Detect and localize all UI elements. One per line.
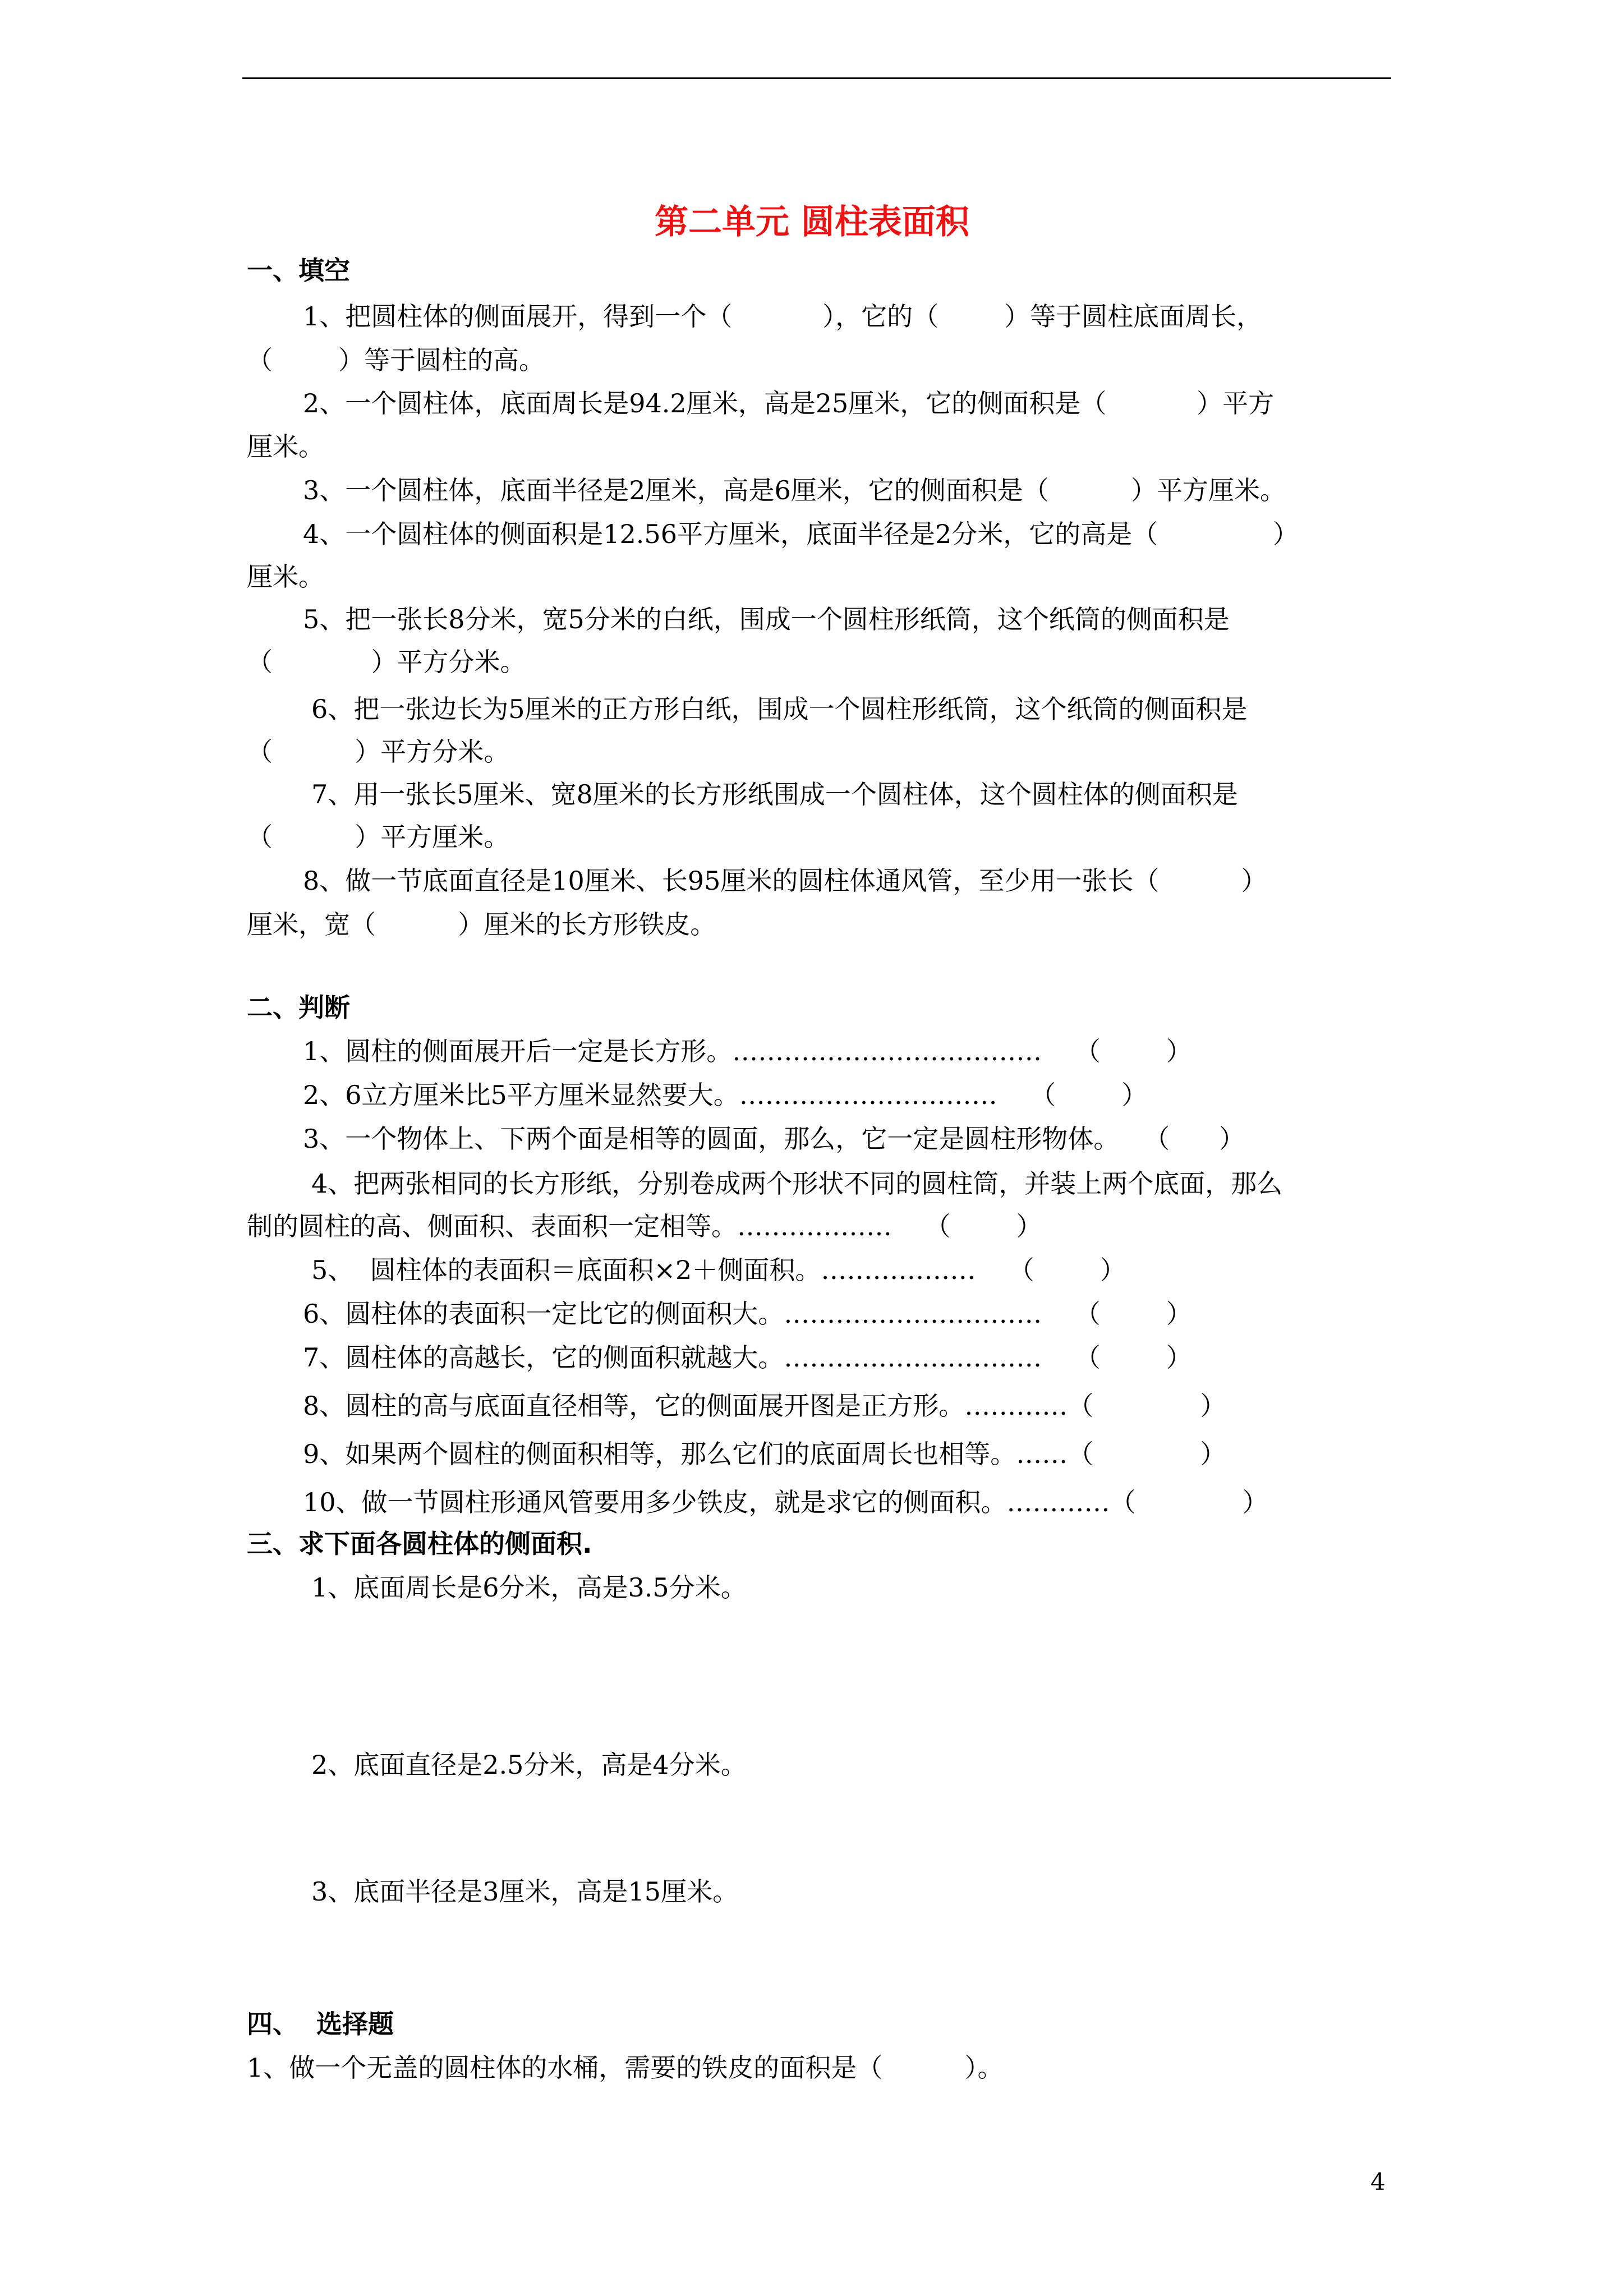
question-2-line-1: 2、一个圆柱体，底面周长是94.2厘米，高是25厘米，它的侧面积是（ ）平方 (303, 388, 1275, 418)
question-7-line-1: 7、用一张长5厘米、宽8厘米的长方形纸围成一个圆柱体，这个圆柱体的侧面积是 (311, 779, 1238, 809)
question-2-line-2: 厘米。 (247, 431, 324, 462)
judgement-8: 8、圆柱的高与底面直径相等，它的侧面展开图是正方形。…………（ ） (303, 1391, 1226, 1421)
judgement-3: 3、一个物体上、下两个面是相等的圆面，那么，它一定是圆柱形物体。 （ ） (303, 1124, 1245, 1154)
question-4-line-2: 厘米。 (247, 562, 324, 592)
judgement-6: 6、圆柱体的表面积一定比它的侧面积大。………………………… （ ） (303, 1299, 1192, 1329)
question-1-line-1: 1、把圆柱体的侧面展开，得到一个（ ），它的（ ）等于圆柱底面周长， (303, 301, 1263, 332)
judgement-5: 5、 圆柱体的表面积＝底面积×2＋侧面积。……………… （ ） (311, 1255, 1126, 1285)
section-heading-true-false: 二、判断 (247, 992, 350, 1023)
question-6-line-2: （ ）平方分米。 (247, 737, 510, 767)
question-4-line-1: 4、一个圆柱体的侧面积是12.56平方厘米，底面半径是2分米，它的高是（ ） (303, 519, 1299, 549)
question-5-line-1: 5、把一张长8分米，宽5分米的白纸，围成一个圆柱形纸筒，这个纸筒的侧面积是 (303, 604, 1230, 634)
calculation-2: 2、底面直径是2.5分米，高是4分米。 (311, 1750, 747, 1780)
judgement-1: 1、圆柱的侧面展开后一定是长方形。……………………………… （ ） (303, 1036, 1192, 1066)
section-heading-fill-blank: 一、填空 (247, 255, 350, 286)
question-7-line-2: （ ）平方厘米。 (247, 822, 510, 852)
page-title: 第二单元 圆柱表面积 (655, 203, 969, 242)
section-heading-calculate: 三、求下面各圆柱体的侧面积. (247, 1529, 592, 1559)
question-3: 3、一个圆柱体，底面半径是2厘米，高是6厘米，它的侧面积是（ ）平方厘米。 (303, 475, 1286, 505)
calculation-1: 1、底面周长是6分米，高是3.5分米。 (311, 1572, 747, 1603)
question-8-line-2: 厘米，宽（ ）厘米的长方形铁皮。 (247, 909, 716, 940)
judgement-7: 7、圆柱体的高越长，它的侧面积就越大。………………………… （ ） (303, 1342, 1192, 1373)
judgement-4-line-1: 4、把两张相同的长方形纸，分别卷成两个形状不同的圆柱筒，并装上两个底面，那么 (311, 1168, 1283, 1199)
page-number: 4 (1370, 2168, 1386, 2196)
choice-question-1: 1、做一个无盖的圆柱体的水桶，需要的铁皮的面积是（ ）。 (247, 2053, 1004, 2083)
calculation-3: 3、底面半径是3厘米，高是15厘米。 (311, 1876, 739, 1907)
question-6-line-1: 6、把一张边长为5厘米的正方形白纸，围成一个圆柱形纸筒，这个纸筒的侧面积是 (311, 694, 1248, 724)
question-5-line-2: （ ）平方分米。 (247, 647, 526, 677)
judgement-9: 9、如果两个圆柱的侧面积相等，那么它们的底面周长也相等。……（ ） (303, 1439, 1226, 1469)
judgement-2: 2、6立方厘米比5平方厘米显然要大。………………………… （ ） (303, 1080, 1148, 1110)
judgement-4-line-2: 制的圆柱的高、侧面积、表面积一定相等。……………… （ ） (247, 1211, 1042, 1241)
header-rule (242, 77, 1391, 79)
judgement-10: 10、做一节圆柱形通风管要用多少铁皮，就是求它的侧面积。…………（ ） (303, 1487, 1268, 1517)
section-heading-multiple-choice: 四、 选择题 (247, 2009, 394, 2039)
question-1-line-2: （ ）等于圆柱的高。 (247, 345, 545, 375)
question-8-line-1: 8、做一节底面直径是10厘米、长95厘米的圆柱体通风管，至少用一张长（ ） (303, 866, 1267, 896)
